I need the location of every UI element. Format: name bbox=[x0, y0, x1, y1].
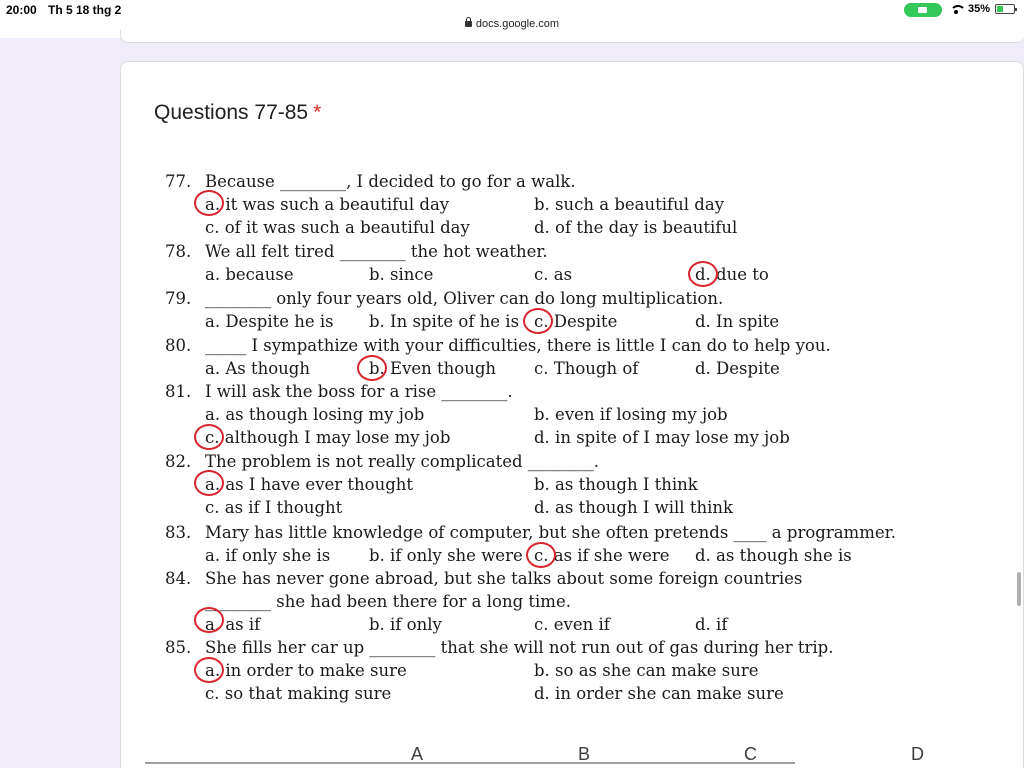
option-c: c. Though of bbox=[534, 359, 639, 378]
wifi-icon bbox=[950, 3, 964, 15]
scrollbar[interactable] bbox=[1017, 572, 1021, 606]
question-stem: The problem is not really complicated ________. bbox=[205, 452, 600, 471]
address-bar[interactable] bbox=[0, 18, 1024, 30]
answer-circle-77 bbox=[194, 190, 224, 216]
question-stem: Mary has little knowledge of computer, but she often pretends ____ a programmer. bbox=[205, 523, 896, 542]
options-row bbox=[165, 497, 885, 519]
option-a: a. in order to make sure bbox=[205, 661, 407, 680]
option-b: b. if only bbox=[369, 615, 442, 634]
option-c: c. even if bbox=[534, 615, 610, 634]
option-a: a. because bbox=[205, 265, 294, 284]
option-b: b. since bbox=[369, 265, 434, 284]
options-row bbox=[165, 614, 885, 636]
options-row bbox=[165, 545, 885, 567]
options-row bbox=[165, 427, 885, 449]
options-row bbox=[165, 683, 885, 705]
question-number: 79. bbox=[165, 289, 192, 308]
options-row bbox=[165, 474, 885, 496]
status-date: Th 5 18 thg 2 bbox=[48, 3, 122, 17]
option-c: c. so that making sure bbox=[205, 684, 392, 703]
options-row bbox=[165, 217, 885, 239]
grid-divider bbox=[145, 762, 795, 764]
option-b: b. even if losing my job bbox=[534, 405, 728, 424]
option-a: a. as though losing my job bbox=[205, 405, 425, 424]
option-a: a. As though bbox=[205, 359, 310, 378]
option-b: b. so as she can make sure bbox=[534, 661, 759, 680]
question-number: 83. bbox=[165, 523, 192, 542]
question-stem: _____ I sympathize with your difficulties, there is little I can do to help you. bbox=[205, 336, 831, 355]
option-b: b. such a beautiful day bbox=[534, 195, 725, 214]
answer-circle-84 bbox=[194, 607, 224, 633]
question-stem-continued: ________ she had been there for a long time. bbox=[205, 592, 571, 611]
options-row bbox=[165, 194, 885, 216]
options-row bbox=[165, 404, 885, 426]
option-b: b. if only she were bbox=[369, 546, 523, 565]
question-title-text: Questions 77-85 bbox=[154, 101, 309, 124]
question-image bbox=[165, 165, 896, 715]
option-d: d. in spite of I may lose my job bbox=[534, 428, 790, 447]
option-c: c. although I may lose my job bbox=[205, 428, 451, 447]
answer-circle-78 bbox=[688, 261, 718, 287]
option-a: a. Despite he is bbox=[205, 312, 334, 331]
question-number: 82. bbox=[165, 452, 192, 471]
option-d: d. In spite bbox=[695, 312, 780, 331]
grid-column-d: D bbox=[911, 744, 924, 764]
question-number: 78. bbox=[165, 242, 192, 261]
answer-circle-85 bbox=[194, 657, 224, 683]
option-c: c. as if I thought bbox=[205, 498, 343, 517]
question-number: 77. bbox=[165, 172, 192, 191]
option-a: a. as I have ever thought bbox=[205, 475, 414, 494]
options-row bbox=[165, 358, 885, 380]
grid-column-a: A bbox=[411, 744, 424, 764]
question-number: 85. bbox=[165, 638, 192, 657]
question-number: 80. bbox=[165, 336, 192, 355]
battery-percent: 35% bbox=[968, 3, 991, 15]
question-stem: I will ask the boss for a rise ________. bbox=[205, 382, 513, 401]
option-d: d. Despite bbox=[695, 359, 780, 378]
answer-circle-82 bbox=[194, 470, 224, 496]
question-stem: We all felt tired ________ the hot weather. bbox=[205, 242, 548, 261]
camera-indicator-icon bbox=[904, 3, 942, 17]
grid-column-c: C bbox=[744, 744, 757, 764]
question-stem: She fills her car up ________ that she will not run out of gas during her trip. bbox=[205, 638, 834, 657]
option-b: b. Even though bbox=[369, 359, 497, 378]
option-a: a. if only she is bbox=[205, 546, 331, 565]
options-row bbox=[165, 660, 885, 682]
battery-icon bbox=[995, 4, 1015, 14]
question-stem: ________ only four years old, Oliver can do long multiplication. bbox=[205, 289, 724, 308]
question-number: 84. bbox=[165, 569, 192, 588]
url-text: docs.google.com bbox=[475, 18, 560, 30]
option-b: b. In spite of he is bbox=[369, 312, 520, 331]
option-c: c. as bbox=[534, 265, 573, 284]
grid-column-b: B bbox=[578, 744, 591, 764]
option-c: c. Despite bbox=[534, 312, 618, 331]
answer-circle-83 bbox=[526, 542, 556, 568]
option-a: a. it was such a beautiful day bbox=[205, 195, 450, 214]
option-d: d. if bbox=[695, 615, 728, 634]
option-d: d. in order she can make sure bbox=[534, 684, 784, 703]
answer-circle-81 bbox=[194, 424, 224, 450]
option-d: d. as though she is bbox=[695, 546, 852, 565]
options-row bbox=[165, 264, 885, 286]
answer-circle-79 bbox=[523, 308, 553, 334]
option-d: d. of the day is beautiful bbox=[534, 218, 738, 237]
required-mark: * bbox=[313, 101, 322, 124]
status-time: 20:00 bbox=[6, 3, 37, 17]
previous-question-card bbox=[120, 30, 1024, 43]
option-c: c. as if she were bbox=[534, 546, 670, 565]
option-d: d. as though I will think bbox=[534, 498, 733, 517]
option-d: d. due to bbox=[695, 265, 769, 284]
answer-circle-80 bbox=[357, 355, 387, 381]
question-number: 81. bbox=[165, 382, 192, 401]
question-stem: She has never gone abroad, but she talks about some foreign countries bbox=[205, 569, 803, 588]
option-c: c. of it was such a beautiful day bbox=[205, 218, 470, 237]
option-b: b. as though I think bbox=[534, 475, 698, 494]
question-stem: Because ________, I decided to go for a walk. bbox=[205, 172, 576, 191]
lock-icon bbox=[465, 21, 472, 27]
question-title bbox=[154, 101, 321, 125]
option-a: a. as if bbox=[205, 615, 261, 634]
